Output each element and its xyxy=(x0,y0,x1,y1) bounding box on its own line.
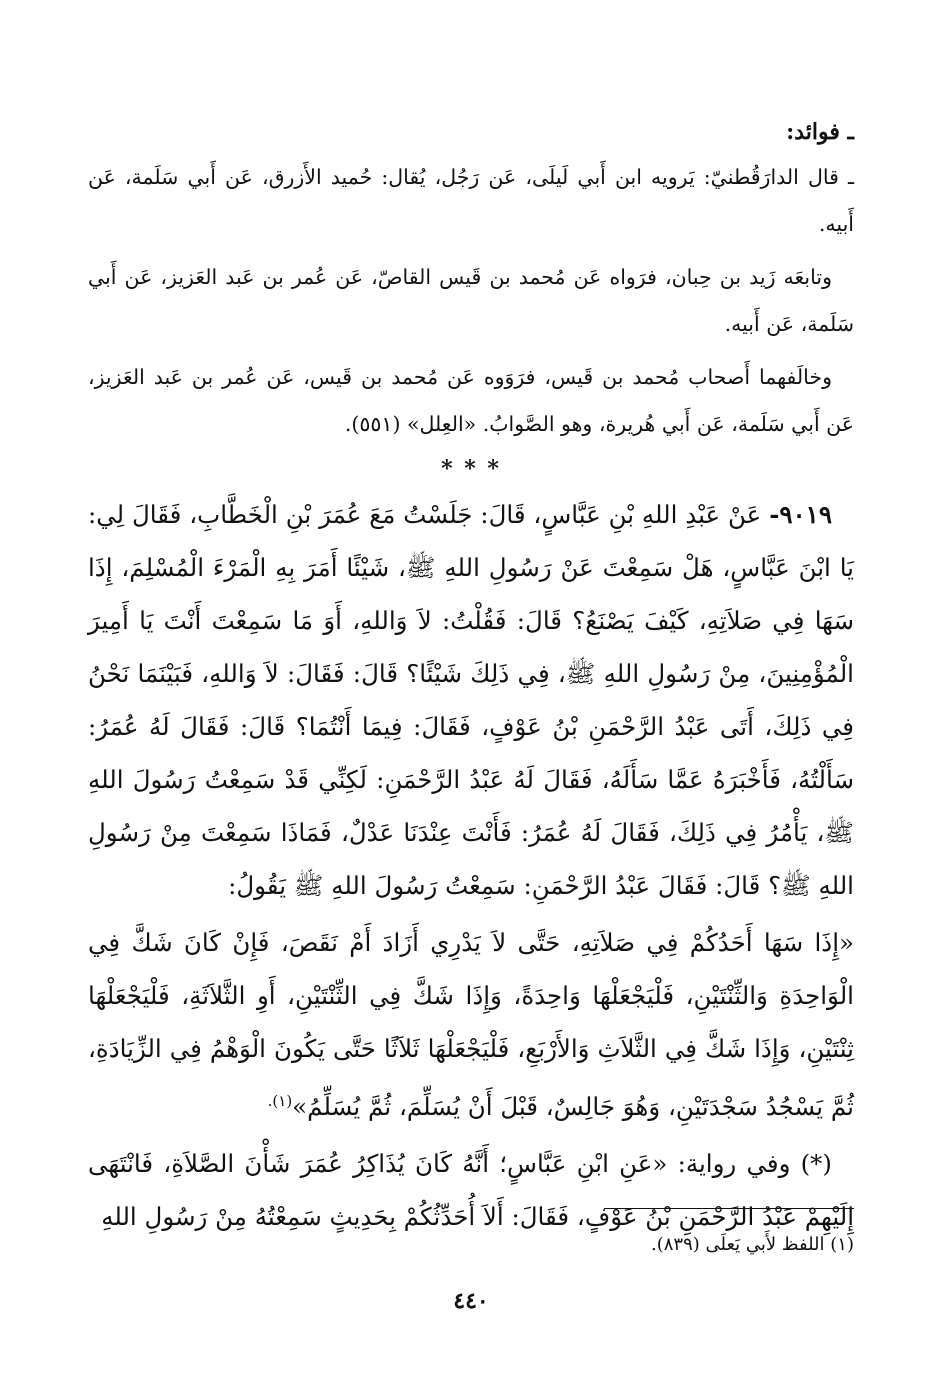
hadith-paragraph xyxy=(88,488,854,912)
note-paragraph: وتابعَه زَيد بن حِبان، فرَواه عَن مُحمد بن قَيس القاصّ، عَن عُمر بن عَبد العَزيز، عَن أَبي سَلَمة، عَن أَبيه. xyxy=(88,265,854,336)
section-separator: * * * xyxy=(441,456,501,482)
page-body xyxy=(88,112,854,1380)
footnote-divider xyxy=(604,1208,854,1209)
hadith-number: ٩٠١٩- xyxy=(769,500,832,529)
hadith-quote xyxy=(88,916,854,1133)
note-paragraph: وخالَفهما أَصحاب مُحمد بن قَيس، فرَوَوه عَن مُحمد بن قَيس، عَن عُمر بن عَبد العَزيز، عَن أَبي سَلَمة، عَن أَبي هُريرة، وهو الصَّوابُ. «العِلل» (٥٥١). xyxy=(88,365,854,436)
quote-text: «إِذَا سَهَا أَحَدُكُمْ فِي صَلاَتِهِ، حَتَّى لاَ يَدْرِي أَزَادَ أَمْ نَقَصَ، فَإِنْ كَانَ شَكَّ فِي الْوَاحِدَةِ وَالثِّنْتَيْنِ، فَلْيَجْعَلْهَا وَاحِدَةً، وَإِذَا شَكَّ فِي الثِّنْتَيْنِ، أَوِ الثَّلاَثَةِ، فَلْيَجْعَلْهَا ثِنْتَيْنِ، وَإِذَا شَكَّ فِي الثَّلاَثِ وَالأَرْبَعِ، فَلْيَجْعَلْهَا ثَلاَثًا حَتَّى يَكُونَ الْوَهْمُ فِي الزِّيَادَةِ، ثُمَّ يَسْجُدُ سَجْدَتَيْنِ، وَهُوَ جَالِسٌ، قَبْلَ أَنْ يُسَلِّمَ، ثُمَّ يُسَلِّمُ» xyxy=(88,928,854,1122)
footnote: (١) اللفظ لأَبي يَعلَى (٨٣٩). xyxy=(651,1234,854,1255)
footnote-marker: (١). xyxy=(267,1092,293,1110)
riwaya-paragraph: (*) وفي رواية: «عَنِ ابْنِ عَبَّاسٍ؛ أَنَّهُ كَانَ يُذَاكِرُ عُمَرَ شَأْنَ الصَّلاَةِ، فَانْتَهَى إِلَيْهِمْ عَبْدُ الرَّحْمَنِ بْنُ عَوْفٍ، فَقَالَ: أَلاَ أُحَدِّثُكُمْ بِحَدِيثٍ سَمِعْتُهُ مِنْ رَسُولِ اللهِ xyxy=(88,1149,854,1232)
page-number: ٤٤٠ xyxy=(453,1288,489,1314)
section-heading: ـ فوائد: xyxy=(786,119,854,145)
note-paragraph: ـ قال الدارَقُطنيّ: يَرويه ابن أَبي لَيلَى، عَن رَجُل، يُقال: حُميد الأَزرق، عَن أَبي سَلَمة، عَن أَبيه. xyxy=(88,165,854,236)
hadith-text: عَنْ عَبْدِ اللهِ بْنِ عَبَّاسٍ، قَالَ: جَلَسْتُ مَعَ عُمَرَ بْنِ الْخَطَّابِ، فَقَالَ لِي: يَا ابْنَ عَبَّاسٍ، هَلْ سَمِعْتَ عَنْ رَسُولِ اللهِ ﷺ، شَيْئًا أَمَرَ بِهِ الْمَرْءَ الْمُسْلِمَ، إِذَا سَهَا فِي صَلاَتِهِ، كَيْفَ يَصْنَعُ؟ قَالَ: فَقُلْتُ: لاَ وَاللهِ، أَوَ مَا سَمِعْتَ أَنْتَ يَا أَمِيرَ الْمُؤْمِنِينَ، مِنْ رَسُولِ اللهِ ﷺ، فِي ذَلِكَ شَيْئًا؟ قَالَ: فَقَالَ: لاَ وَاللهِ، فَبَيْنَمَا نَحْنُ فِي ذَلِكَ، أَتَى عَبْدُ الرَّحْمَنِ بْنُ عَوْفٍ، فَقَالَ: فِيمَا أَنْتُمَا؟ قَالَ: فَقَالَ لَهُ عُمَرُ: سَأَلْتُهُ، فَأَخْبَرَهُ عَمَّا سَأَلَهُ، فَقَالَ لَهُ عَبْدُ الرَّحْمَنِ: لَكِنِّي قَدْ سَمِعْتُ رَسُولَ اللهِ ﷺ، يَأْمُرُ فِي ذَلِكَ، فَقَالَ لَهُ عُمَرُ: فَأَنْتَ عِنْدَنَا عَدْلٌ، فَمَاذَا سَمِعْتَ مِنْ رَسُولِ اللهِ ﷺ؟ قَالَ: فَقَالَ عَبْدُ الرَّحْمَنِ: سَمِعْتُ رَسُولَ اللهِ ﷺ يَقُولُ: xyxy=(88,500,854,900)
